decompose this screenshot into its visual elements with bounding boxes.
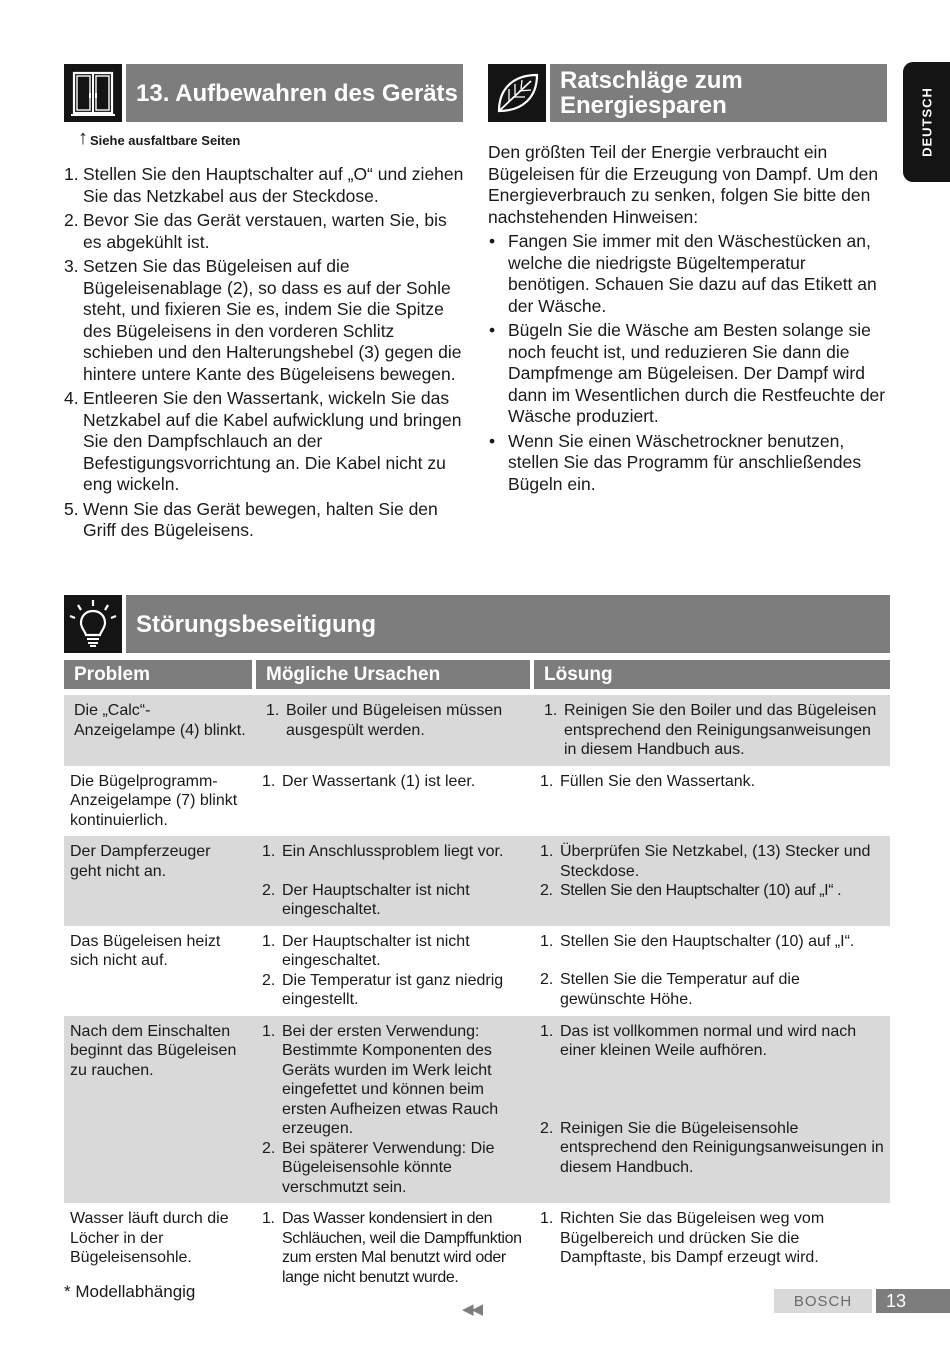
energy-content <box>488 142 888 498</box>
causes-cell: 1. Der Hauptschalter ist nicht eingeschaltet. 2. Die Temperatur ist ganz niedrig eingestellt. <box>262 932 504 1008</box>
energy-section-title <box>550 64 887 122</box>
problem-cell: Nach dem Einschalten beginnt das Bügeleisen zu rauchen. <box>64 1016 256 1204</box>
column-header-solution: Lösung <box>534 660 890 689</box>
leaf-icon <box>488 64 546 122</box>
problem-cell: Der Dampferzeuger geht nicht an. <box>64 836 256 926</box>
back-arrows-icon: ◀◀ <box>462 1301 482 1318</box>
energy-tip: • Wenn Sie einen Wäschetrockner benutzen, stellen Sie das Programm für anschließendes Bügeln ein. <box>489 430 862 494</box>
solution-cell: 1. Richten Sie das Bügeleisen weg vom Bügelbereich und drücken Sie die Dampftaste, bis Dampf erzeugt wird. <box>540 1210 825 1266</box>
table-row <box>64 766 890 837</box>
storage-step: 1. Stellen Sie den Hauptschalter auf „O“ und ziehen Sie das Netzkabel aus der Steckdose. <box>64 164 464 206</box>
energy-title-line2: Energiesparen <box>560 92 727 119</box>
causes-cell: 1. Bei der ersten Verwendung: Bestimmte Komponenten des Geräts wurden im Werk leicht eingefettet und können beim ersten Aufheizen etwas Rauch erzeugen. 2. Bei späterer Verwendung: Die Bügeleisensohle könnte verschmutzt sein. <box>256 1016 534 1204</box>
storage-step: 3. Setzen Sie das Bügeleisen auf die Bügeleisenablage (2), so dass es auf der Sohle steht, und fixieren Sie es, indem Sie die Spitze des Bügeleisens in den vorderen Schlitz schieben und den Halterungshebel (3) gegen die hintere untere Kante des Bügeleisens bewegen. <box>64 256 462 384</box>
table-row <box>64 926 890 1016</box>
solution-cell: 1. Reinigen Sie den Boiler und das Bügeleisen entsprechend den Reinigungsanweisungen in diesem Handbuch aus. <box>534 695 890 766</box>
column-header-problem: Problem <box>64 660 256 689</box>
storage-section-title: 13. Aufbewahren des Geräts <box>126 64 463 122</box>
fold-out-note-text: Siehe ausfaltbare Seiten <box>90 133 241 148</box>
energy-tip: • Fangen Sie immer mit den Wäschestücken an, welche die niedrigste Bügeltemperatur benötigen. Schauen Sie dazu auf das Etikett an der Wäsche. <box>489 231 877 316</box>
solution-cell: 1. Füllen Sie den Wassertank. <box>540 772 756 790</box>
column-header-causes: Mögliche Ursachen <box>256 660 534 689</box>
energy-intro: Den größten Teil der Energie verbraucht ein Bügeleisen für die Erzeugung von Dampf. Um den Energieverbrauch zu senken, folgen Sie bitte den nachstehenden Hinweisen: <box>488 142 879 227</box>
energy-tip: • Bügeln Sie die Wäsche am Besten solange sie noch feucht ist, und reduzieren Sie dann die Dampfmenge am Bügeleisen. Der Dampf wird dann im Wesentlichen durch die Restfeuchte der Wäsche produziert. <box>489 320 886 426</box>
footnote: * Modellabhängig <box>64 1282 196 1301</box>
energy-tips <box>488 231 888 495</box>
causes-cell: 1. Ein Anschlussproblem liegt vor. 2. Der Hauptschalter ist nicht eingeschaltet. <box>256 836 534 926</box>
solution-cell: 1. Stellen Sie den Hauptschalter (10) auf „I“. 2. Stellen Sie die Temperatur auf die gewünschte Höhe. <box>540 932 855 1008</box>
table-row <box>64 1203 890 1293</box>
trouble-section-title: Störungsbeseitigung <box>126 595 890 653</box>
storage-section-header <box>64 64 463 122</box>
table-row <box>64 1016 890 1204</box>
brand-label: BOSCH <box>774 1289 872 1313</box>
energy-section-header <box>488 64 887 122</box>
storage-step: 4. Entleeren Sie den Wassertank, wickeln Sie das Netzkabel auf die Kabel aufwicklung und bringen Sie den Dampfschlauch an der Befestigungsvorrichtung an. Die Kabel nicht zu eng wickeln. <box>64 388 462 494</box>
table-header-row <box>64 660 890 689</box>
causes-cell: 1. Boiler und Bügeleisen müssen ausgespült werden. <box>256 695 534 766</box>
language-tab-label: DEUTSCH <box>919 87 934 157</box>
storage-steps <box>64 164 464 545</box>
cabinet-icon <box>64 64 122 122</box>
lightbulb-icon <box>64 595 122 653</box>
table-row <box>64 695 890 766</box>
storage-step: 2. Bevor Sie das Gerät verstauen, warten Sie, bis es abgekühlt ist. <box>64 210 447 252</box>
arrow-up-icon: ↑ <box>78 127 88 149</box>
troubleshooting-table <box>64 660 890 1293</box>
problem-cell: Wasser läuft durch die Löcher in der Bügeleisensohle. <box>70 1210 229 1266</box>
problem-cell: Die „Calc“-Anzeigelampe (4) blinkt. <box>64 695 256 766</box>
problem-cell: Die Bügelprogramm-Anzeigelampe (7) blinkt kontinuierlich. <box>70 772 238 829</box>
fold-out-note <box>78 128 240 148</box>
page-number: 13 <box>876 1289 950 1313</box>
solution-cell: 1. Überprüfen Sie Netzkabel, (13) Stecker und Steckdose. 2. Stellen Sie den Hauptschalter (10) auf „I“ . <box>534 836 890 926</box>
causes-cell: 1. Das Wasser kondensiert in den Schläuchen, weil die Dampffunktion zum ersten Mal benutzt wird oder lange nicht benutzt wurde. <box>262 1210 522 1286</box>
solution-cell: 1. Das ist vollkommen normal und wird nach einer kleinen Weile aufhören. 2. Reinigen Sie die Bügeleisensohle entsprechend den Reinigungsanweisungen in diesem Handbuch. <box>534 1016 890 1204</box>
energy-title-line1: Ratschläge zum <box>560 67 743 94</box>
trouble-section-header <box>64 595 890 653</box>
problem-cell: Das Bügeleisen heizt sich nicht auf. <box>70 932 221 969</box>
language-tab <box>903 62 950 182</box>
storage-step: 5. Wenn Sie das Gerät bewegen, halten Sie den Griff des Bügeleisens. <box>64 498 438 540</box>
table-row <box>64 836 890 926</box>
causes-cell: 1. Der Wassertank (1) ist leer. <box>262 772 476 790</box>
